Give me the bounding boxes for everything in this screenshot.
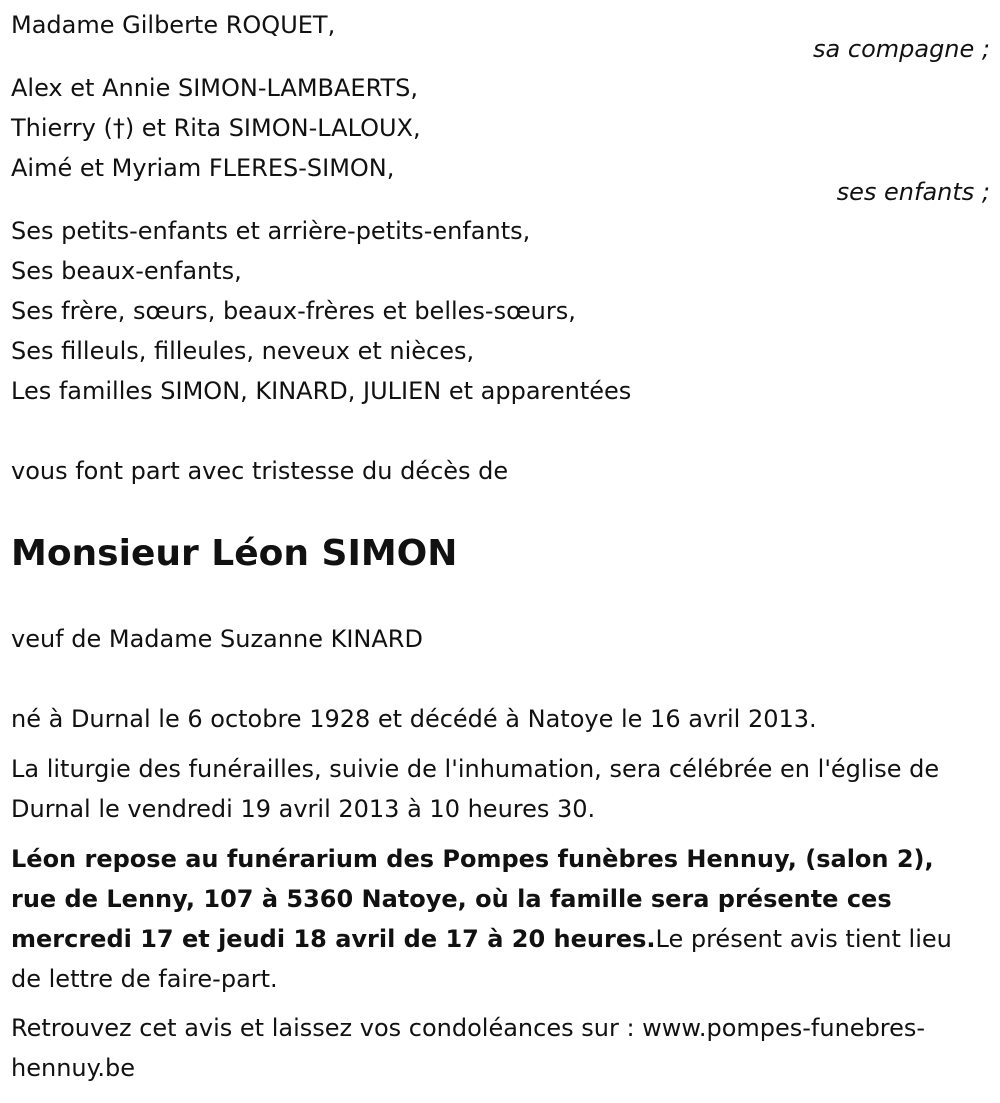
relatives-line-4: Ses filleuls, filleules, neveux et nièces,: [11, 337, 475, 365]
relatives-line-1: Ses petits-enfants et arrière-petits-enfants,: [11, 217, 531, 245]
repose-details: Léon repose au funérarium des Pompes funèbres Hennuy, (salon 2), rue de Lenny, 107 à 5360 Natoye, où la famille sera présente ces mercredi 17 et jeudi 18 avril de 17 à 20 heures.: [11, 845, 934, 953]
partner-line: Madame Gilberte ROQUET,: [11, 11, 336, 39]
notice-text: Le présent avis tient lieu de lettre de faire-part.: [11, 925, 952, 993]
child-line-2: Thierry (†) et Rita SIMON-LALOUX,: [11, 114, 421, 142]
relatives-line-5: Les familles SIMON, KINARD, JULIEN et apparentées: [11, 377, 632, 405]
repose-paragraph: [11, 839, 986, 999]
liturgy-paragraph: La liturgie des funérailles, suivie de l'inhumation, sera célébrée en l'église de Durnal le vendredi 19 avril 2013 à 10 heures 30.: [11, 755, 940, 823]
relatives-line-2: Ses beaux-enfants,: [11, 257, 242, 285]
child-line-3: Aimé et Myriam FLERES-SIMON,: [11, 154, 395, 182]
relatives-line-3: Ses frère, sœurs, beaux-frères et belles-sœurs,: [11, 297, 576, 325]
announcement-text: vous font part avec tristesse du décès de: [11, 457, 509, 485]
widower-line: veuf de Madame Suzanne KINARD: [11, 625, 423, 653]
online-condolences: Retrouvez cet avis et laissez vos condoléances sur : www.pompes-funebres-hennuy.be: [11, 1014, 926, 1082]
partner-role: sa compagne ;: [813, 35, 990, 63]
children-role: ses enfants ;: [836, 178, 990, 206]
birth-death-line: né à Durnal le 6 octobre 1928 et décédé à Natoye le 16 avril 2013.: [11, 705, 817, 733]
child-line-1: Alex et Annie SIMON-LAMBAERTS,: [11, 74, 419, 102]
deceased-name: Monsieur Léon SIMON: [11, 533, 458, 574]
